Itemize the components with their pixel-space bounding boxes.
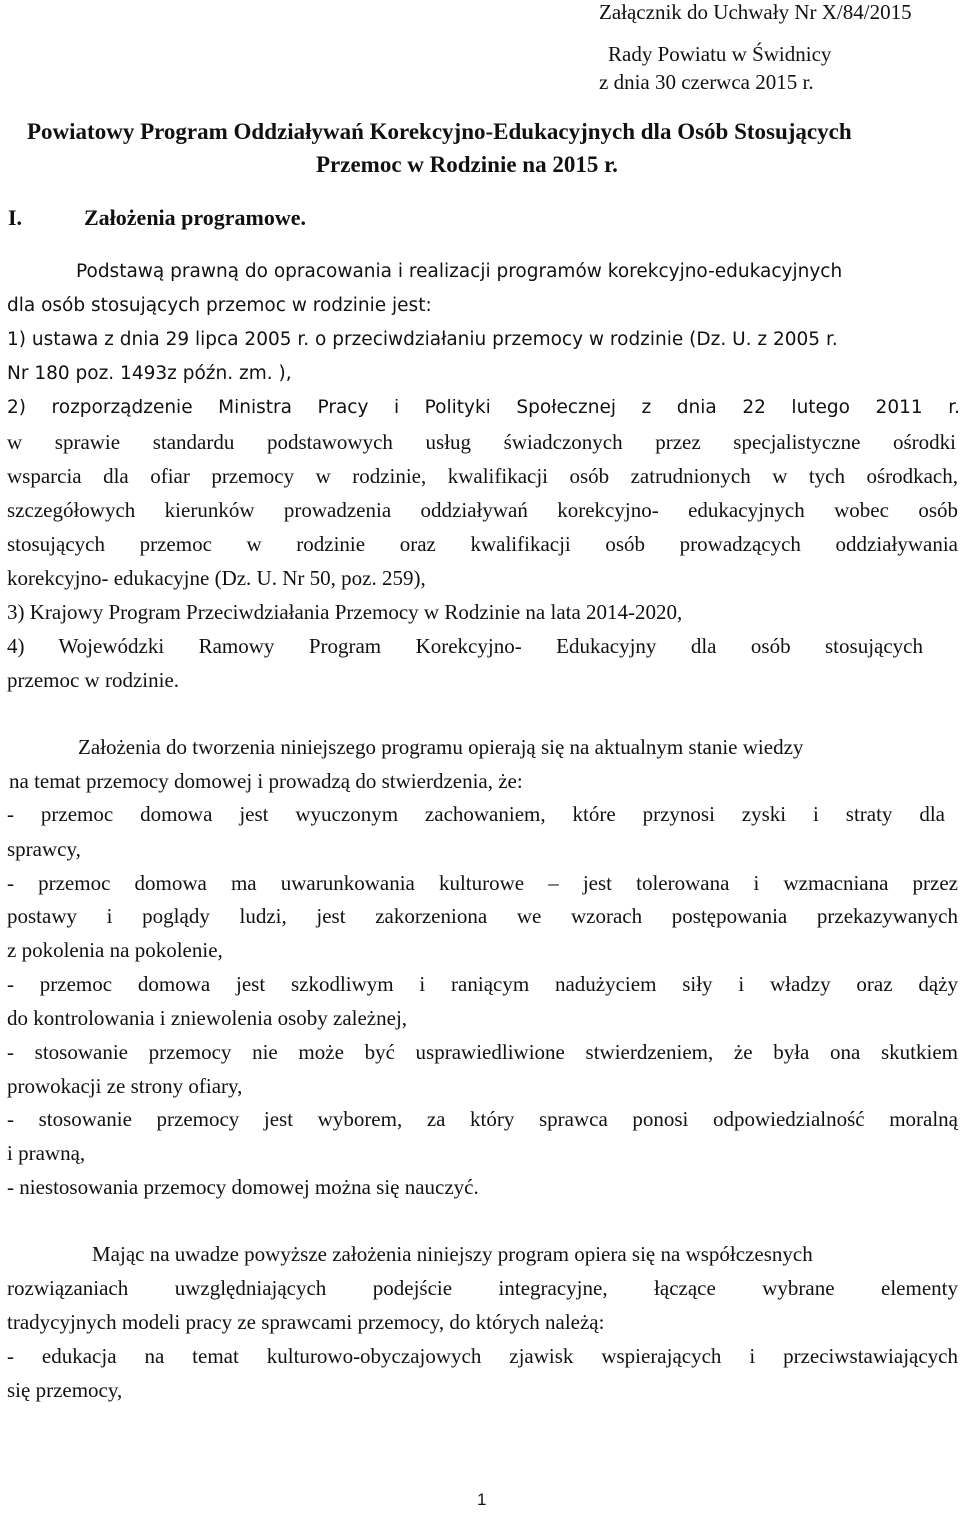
approach-line-3: tradycyjnych modeli pracy ze sprawcami przemocy, do których należą: (7, 1310, 605, 1334)
approach-line-1: Mając na uwadze powyższe założenia niniejszy program opiera się na współczesnych (92, 1242, 813, 1266)
legal-item-3: 3) Krajowy Program Przeciwdziałania Przemocy w Rodzinie na lata 2014-2020, (7, 600, 683, 624)
legal-item-2-line-4: szczegółowych kierunków prowadzenia oddziaływań korekcyjno- edukacyjnych wobec osób (7, 500, 958, 522)
legal-basis-intro-1: Podstawą prawną do opracowania i realizacji programów korekcyjno-edukacyjnych (76, 261, 843, 282)
legal-item-1-line-1: 1) ustawa z dnia 29 lipca 2005 r. o przeciwdziałaniu przemocy w rodzinie (Dz. U. z 2005 r. (7, 329, 838, 350)
legal-item-2-line-5: stosujących przemoc w rodzinie oraz kwalifikacji osób prowadzących oddziaływania (7, 534, 958, 556)
section-number: I. (8, 205, 23, 230)
assumption-3-line-1: - przemoc domowa jest szkodliwym i raniącym nadużyciem siły i władzy oraz dąży (7, 974, 958, 996)
legal-item-2-line-6: korekcyjno- edukacyjne (Dz. U. Nr 50, poz. 259), (7, 566, 426, 590)
approach-line-2: rozwiązaniach uwzględniających podejście integracyjne, łączące wybrane elementy (7, 1278, 958, 1300)
approach-bullet-1-line-1: - edukacja na temat kulturowo-obyczajowych zjawisk wspierających i przeciwstawiających (7, 1346, 958, 1368)
assumption-2-line-3: z pokolenia na pokolenie, (7, 938, 223, 962)
date-line: z dnia 30 czerwca 2015 r. (599, 70, 814, 94)
assumption-2-line-1: - przemoc domowa ma uwarunkowania kulturowe – jest tolerowana i wzmacniana przez (7, 873, 958, 895)
legal-item-4-line-2: przemoc w rodzinie. (7, 668, 180, 692)
assumption-3-line-2: do kontrolowania i zniewolenia osoby zależnej, (7, 1006, 408, 1030)
document-title-line-1: Powiatowy Program Oddziaływań Korekcyjno-Edukacyjnych dla Osób Stosujących (27, 119, 852, 144)
legal-item-2-line-1: 2) rozporządzenie Ministra Pracy i Polityki Społecznej z dnia 22 lutego 2011 r. (7, 399, 960, 418)
assumption-4-line-1: - stosowanie przemocy nie może być usprawiedliwione stwierdzeniem, że była ona skutkiem (7, 1042, 958, 1064)
assumption-1-line-1: - przemoc domowa jest wyuczonym zachowaniem, które przynosi zyski i straty dla (7, 804, 945, 826)
page-number: 1 (477, 1490, 487, 1509)
approach-bullet-1-line-2: się przemocy, (7, 1378, 123, 1402)
assumption-5-line-2: i prawną, (7, 1141, 86, 1165)
legal-item-2-line-3: wsparcia dla ofiar przemocy w rodzinie, kwalifikacji osób zatrudnionych w tych ośrodkach, (7, 466, 958, 488)
section-heading: Założenia programowe. (84, 205, 307, 230)
assumptions-intro-2: na temat przemocy domowej i prowadzą do stwierdzenia, że: (9, 769, 523, 793)
assumption-6: - niestosowania przemocy domowej można się nauczyć. (7, 1175, 479, 1199)
assumption-2-line-2: postawy i poglądy ludzi, jest zakorzeniona we wzorach postępowania przekazywanych (7, 906, 958, 928)
legal-item-2-line-2: w sprawie standardu podstawowych usług świadczonych przez specjalistyczne ośrodki (7, 432, 956, 454)
legal-item-1-line-2: Nr 180 poz. 1493z późn. zm. ), (7, 363, 292, 384)
assumptions-intro-1: Założenia do tworzenia niniejszego programu opierają się na aktualnym stanie wiedzy (78, 735, 804, 759)
attachment-line: Załącznik do Uchwały Nr X/84/2015 (599, 0, 912, 24)
assumption-1-line-2: sprawcy, (7, 837, 81, 861)
legal-item-4-line-1: 4) Wojewódzki Ramowy Program Korekcyjno- Edukacyjny dla osób stosujących (7, 636, 923, 658)
assumption-5-line-1: - stosowanie przemocy jest wyborem, za który sprawca ponosi odpowiedzialność moralną (7, 1109, 958, 1131)
council-line: Rady Powiatu w Świdnicy (608, 42, 832, 66)
legal-basis-intro-2: dla osób stosujących przemoc w rodzinie jest: (7, 295, 432, 316)
document-title-line-2: Przemoc w Rodzinie na 2015 r. (316, 152, 618, 177)
assumption-4-line-2: prowokacji ze strony ofiary, (7, 1074, 243, 1098)
